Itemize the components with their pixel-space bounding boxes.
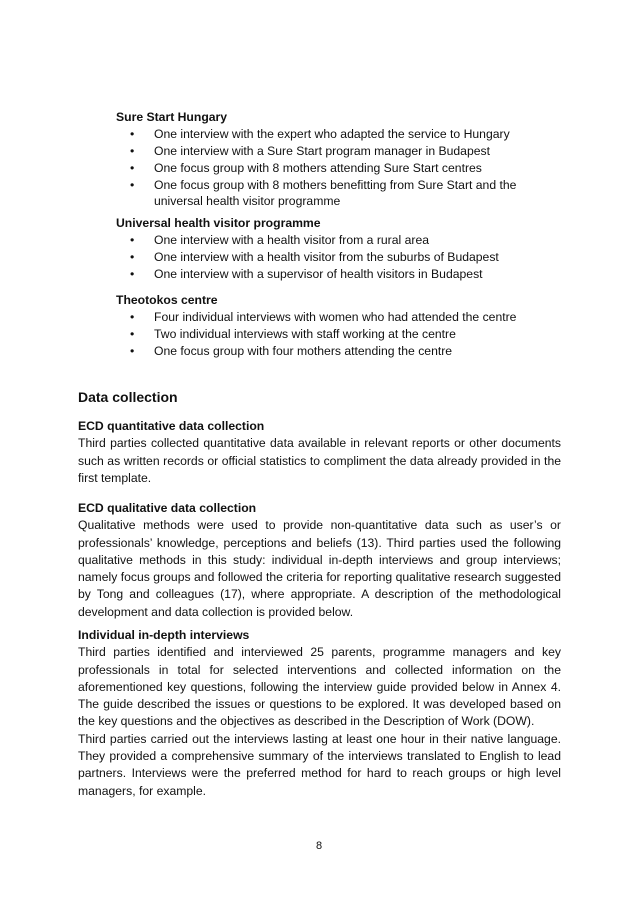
list-item <box>116 266 564 282</box>
paragraph-text: Third parties identified and interviewed 25 parents, programme managers and key professionals in total for selected interventions and collected information on the aforementioned key questions, following the interview guide provided below in Annex 4. The guide described the issues or questions to be explored. It was developed based on the key questions and the objectives as described in the Description of Work (DOW). <box>78 645 561 729</box>
page-number: 8 <box>315 840 323 852</box>
bullet-icon: • <box>130 267 135 281</box>
bullet-icon: • <box>130 233 135 247</box>
quantitative-paragraph <box>78 418 561 487</box>
qualitative-paragraph <box>78 500 561 621</box>
programme-title: Theotokos centre <box>116 293 218 307</box>
subheading: ECD quantitative data collection <box>78 419 265 433</box>
programme-sure-start-hungary <box>116 109 564 210</box>
subheading: ECD qualitative data collection <box>78 501 257 515</box>
programme-theotokos <box>116 292 564 360</box>
list-item <box>116 126 564 142</box>
bullet-icon: • <box>130 161 135 175</box>
list-item <box>116 232 564 248</box>
interviews-paragraph <box>78 627 561 800</box>
list-item <box>116 343 564 359</box>
programme-title: Sure Start Hungary <box>116 110 228 124</box>
list-item <box>116 309 564 325</box>
bullet-icon: • <box>130 127 135 141</box>
list-item <box>116 160 564 176</box>
list-item-text: Two individual interviews with staff working at the centre <box>154 327 456 341</box>
paragraph-text: Third parties carried out the interviews lasting at least one hour in their native language. They provided a comprehensive summary of the interviews translated to English to lead partners. Interviews were the preferred method for hard to reach groups or high level managers, for example. <box>78 731 561 798</box>
bullet-icon: • <box>130 344 135 358</box>
programme-health-visitor <box>116 215 564 283</box>
list-item-text: One interview with a supervisor of health visitors in Budapest <box>154 267 483 281</box>
list-item <box>116 249 564 265</box>
section-heading: Data collection <box>78 389 178 405</box>
programme-title: Universal health visitor programme <box>116 216 321 230</box>
list-item-text: One interview with a health visitor from a rural area <box>154 233 430 247</box>
bullet-list <box>116 232 564 282</box>
list-item-text: One interview with the expert who adapted the service to Hungary <box>154 127 510 141</box>
list-item-text: One focus group with 8 mothers benefitting from Sure Start and the universal health visitor programme <box>154 178 517 208</box>
list-item-text: One focus group with four mothers attending the centre <box>154 344 453 358</box>
bullet-icon: • <box>130 327 135 341</box>
bullet-icon: • <box>130 310 135 324</box>
list-item-text: One interview with a Sure Start program manager in Budapest <box>154 144 491 158</box>
bullet-list <box>116 309 564 359</box>
list-item <box>116 326 564 342</box>
bullet-icon: • <box>130 250 135 264</box>
list-item-text: One interview with a health visitor from the suburbs of Budapest <box>154 250 499 264</box>
list-item <box>116 177 564 209</box>
paragraph-text: Qualitative methods were used to provide non-quantitative data such as user’s or professionals’ knowledge, perceptions and beliefs (13). Third parties used the following qualitative methods in this study: individual in-depth interviews and group interviews; namely focus groups and followed the criteria for reporting qualitative research suggested by Tong and colleagues (17), where appropriate. A description of the methodological development and data collection is provided below. <box>78 518 561 619</box>
list-item-text: Four individual interviews with women who had attended the centre <box>154 310 517 324</box>
list-item-text: One focus group with 8 mothers attending Sure Start centres <box>154 161 482 175</box>
list-item <box>116 143 564 159</box>
subheading: Individual in-depth interviews <box>78 628 250 642</box>
bullet-list <box>116 126 564 209</box>
paragraph-text: Third parties collected quantitative data available in relevant reports or other documents such as written records or official statistics to compliment the data already provided in the first template. <box>78 436 561 485</box>
bullet-icon: • <box>130 178 135 192</box>
bullet-icon: • <box>130 144 135 158</box>
